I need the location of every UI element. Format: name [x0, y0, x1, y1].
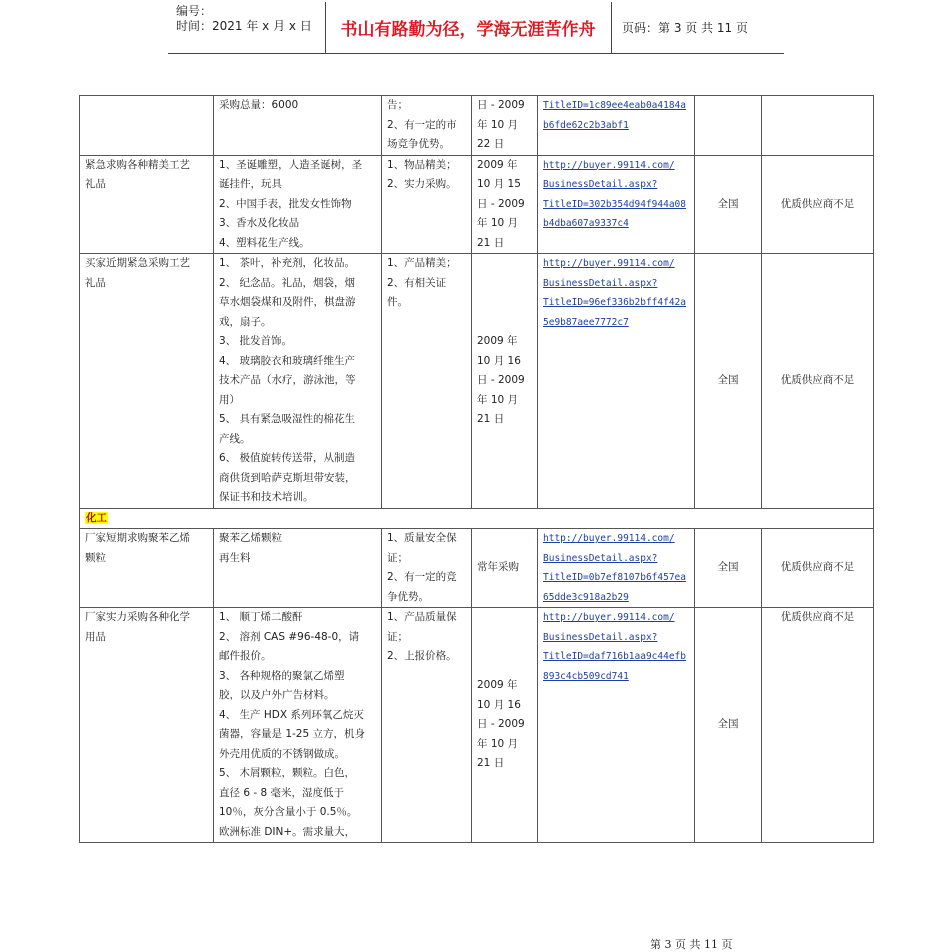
- url-link[interactable]: TitleID=302b354d94f944a08: [543, 198, 686, 210]
- item-text: 礼品: [85, 178, 106, 190]
- date-label: 时间：2021 年 x 月 x 日: [176, 19, 312, 33]
- url-link[interactable]: 65dde3c918a2b29: [543, 591, 629, 603]
- period-line: 2009 年: [477, 679, 518, 692]
- requirements-cell: [382, 96, 472, 156]
- period-line: 常年采购: [477, 561, 519, 574]
- url-cell: [538, 529, 695, 608]
- item-cell: [80, 96, 214, 156]
- period-line: 21 日: [477, 236, 505, 249]
- requirement-line: 1、质量安全保: [387, 532, 457, 544]
- url-cell: [538, 254, 695, 509]
- products-cell: [214, 254, 382, 509]
- url-link[interactable]: http://buyer.99114.com/: [543, 258, 675, 269]
- requirement-line: 证；: [387, 551, 408, 564]
- requirement-line: 告；: [387, 99, 408, 111]
- period-line: 21 日: [477, 413, 505, 425]
- product-line: 欧洲标准 DIN+。需求量大，: [219, 825, 356, 838]
- product-line: 技术产品（水疗，游泳池，等: [219, 374, 356, 386]
- url-link[interactable]: TitleID=1c89ee4eab0a4184a: [543, 100, 686, 111]
- period-line: 年 10 月: [477, 217, 519, 229]
- url-link[interactable]: TitleID=daf716b1aa9c44efb: [543, 651, 686, 662]
- period-cell: [472, 254, 538, 509]
- header-page-number: 页码：第 3 页 共 11 页: [622, 21, 748, 35]
- product-line: 2、 溶剂 CAS #96-48-0，请: [219, 630, 360, 643]
- period-line: 10 月 15: [477, 178, 521, 190]
- remark-cell: [762, 96, 874, 156]
- url-link[interactable]: b6fde62c2b3abf1: [543, 119, 629, 131]
- product-line: 3、 各种规格的聚氯乙烯塑: [219, 669, 345, 682]
- product-line: 商供货到哈萨克斯坦带安装，: [219, 471, 356, 484]
- products-cell: [214, 96, 382, 156]
- requirement-line: 争优势。: [387, 590, 429, 603]
- requirement-line: 件。: [387, 296, 408, 308]
- header-meta: [168, 2, 326, 53]
- product-line: 保证书和技术培训。: [219, 491, 314, 503]
- requirement-line: 证；: [387, 630, 408, 643]
- period-cell: [472, 529, 538, 608]
- url-link[interactable]: BusinessDetail.aspx?: [543, 179, 658, 190]
- product-line: 4、 生产 HDX 系列环氧乙烷灭: [219, 708, 364, 721]
- url-link[interactable]: 5e9b87aee7772c7: [543, 316, 629, 328]
- url-cell: [538, 155, 695, 254]
- product-line: 1、 茶叶，补充剂，化妆品。: [219, 257, 356, 269]
- period-line: 21 日: [477, 757, 505, 770]
- period-line: 22 日: [477, 138, 505, 150]
- product-line: 再生料: [219, 551, 251, 564]
- url-link[interactable]: b4dba607a9337c4: [543, 218, 629, 229]
- products-cell: [214, 155, 382, 254]
- product-line: 外壳用优质的不锈钢做成。: [219, 747, 345, 760]
- product-line: 诞挂件，玩具: [219, 178, 282, 190]
- product-line: 2、 纪念品。礼品，烟袋，烟: [219, 276, 356, 289]
- requirement-line: 1、物品精美；: [387, 158, 457, 171]
- product-line: 4、塑料花生产线。: [219, 236, 310, 249]
- product-line: 5、 具有紧急吸湿性的棉花生: [219, 413, 356, 425]
- period-line: 年 10 月: [477, 737, 519, 750]
- url-link[interactable]: TitleID=96ef336b2bff4f42a: [543, 297, 686, 308]
- requirement-line: 2、有一定的竞: [387, 571, 457, 583]
- remark-cell: 优质供应商不足: [762, 155, 874, 254]
- product-line: 产线。: [219, 432, 251, 445]
- url-link[interactable]: http://buyer.99114.com/: [543, 533, 675, 544]
- item-cell: [80, 529, 214, 608]
- requirement-line: 2、实力采购。: [387, 178, 457, 190]
- table-row: [80, 254, 874, 509]
- period-line: 10 月 16: [477, 698, 521, 711]
- product-line: 直径 6 - 8 毫米，湿度低于: [219, 786, 344, 799]
- product-line: 胶，以及户外广告材料。: [219, 689, 335, 701]
- number-label: 编号：: [176, 4, 213, 18]
- product-line: 用）: [219, 393, 240, 406]
- url-cell: [538, 608, 695, 843]
- region-cell: 全国: [695, 155, 762, 254]
- url-link[interactable]: BusinessDetail.aspx?: [543, 552, 658, 564]
- products-cell: [214, 529, 382, 608]
- period-line: 2009 年: [477, 335, 518, 347]
- product-line: 3、 批发首饰。: [219, 335, 293, 347]
- item-text: 礼品: [85, 276, 106, 289]
- item-text: 紧急求购各种精美工艺: [85, 158, 190, 171]
- period-line: 日 - 2009: [477, 99, 525, 111]
- item-text: 厂家短期求购聚苯乙烯: [85, 532, 190, 544]
- period-cell: [472, 155, 538, 254]
- product-line: 6、 极值旋转传送带，从制造: [219, 452, 356, 464]
- product-line: 4、 玻璃胶衣和玻璃纤维生产: [219, 354, 356, 367]
- period-line: 年 10 月: [477, 118, 519, 131]
- period-line: 年 10 月: [477, 393, 519, 406]
- url-link[interactable]: http://buyer.99114.com/: [543, 159, 675, 171]
- table-row: [80, 96, 874, 156]
- section-label: 化工: [86, 511, 107, 524]
- url-link[interactable]: TitleID=0b7ef8107b6f457ea: [543, 572, 686, 583]
- product-line: 邮件报价。: [219, 650, 272, 662]
- region-cell: 全国: [695, 529, 762, 608]
- remark-cell: 优质供应商不足: [762, 608, 874, 843]
- requirement-line: 2、有相关证: [387, 276, 447, 289]
- page-header: [168, 2, 784, 54]
- product-line: 5、 木屑颗粒，颗粒。白色，: [219, 767, 356, 779]
- item-cell: [80, 254, 214, 509]
- period-line: 日 - 2009: [477, 718, 525, 731]
- procurement-table: [79, 95, 874, 843]
- period-cell: [472, 96, 538, 156]
- requirements-cell: [382, 254, 472, 509]
- page-footer: 第 3 页 共 11 页: [650, 938, 733, 951]
- product-line: 3、香水及化妆品: [219, 217, 300, 229]
- product-line: 1、 顺丁烯二酸酐: [219, 611, 303, 623]
- remark-cell: 优质供应商不足: [762, 254, 874, 509]
- product-line: 10％，灰分含量小于 0.5％。: [219, 806, 358, 818]
- url-link[interactable]: BusinessDetail.aspx?: [543, 631, 658, 643]
- region-cell: 全国: [695, 254, 762, 509]
- products-cell: [214, 608, 382, 843]
- product-line: 2、中国手表，批发女性饰物: [219, 197, 352, 210]
- region-cell: [695, 96, 762, 156]
- remark-cell: 优质供应商不足: [762, 529, 874, 608]
- header-motto: 书山有路勤为径，学海无涯苦作舟: [325, 2, 612, 53]
- region-cell: 全国: [695, 608, 762, 843]
- requirement-line: 1、产品精美；: [387, 257, 457, 269]
- period-line: 10 月 16: [477, 354, 521, 367]
- product-line: 草水烟袋煤和及附件，棋盘游: [219, 296, 356, 308]
- requirements-cell: [382, 155, 472, 254]
- item-text: 厂家实力采购各种化学: [85, 611, 190, 623]
- product-line: 1、圣诞雕塑，人造圣诞树，圣: [219, 158, 363, 171]
- product-line: 戏，扇子。: [219, 315, 272, 328]
- period-line: 2009 年: [477, 158, 518, 171]
- requirement-line: 1、产品质量保: [387, 611, 457, 623]
- table-row: [80, 155, 874, 254]
- table-row: [80, 529, 874, 608]
- product-line: 菌器，容量是 1-25 立方，机身: [219, 728, 366, 740]
- requirement-line: 场竞争优势。: [387, 138, 450, 150]
- period-line: 日 - 2009: [477, 197, 525, 210]
- url-cell: [538, 96, 695, 156]
- table-row: [80, 508, 874, 529]
- url-link[interactable]: http://buyer.99114.com/: [543, 612, 675, 623]
- requirement-line: 2、上报价格。: [387, 650, 457, 662]
- requirements-cell: [382, 608, 472, 843]
- period-cell: [472, 608, 538, 843]
- item-cell: [80, 608, 214, 843]
- requirements-cell: [382, 529, 472, 608]
- product-line: 聚苯乙烯颗粒: [219, 532, 282, 544]
- requirement-line: 2、有一定的市: [387, 118, 457, 131]
- item-cell: [80, 155, 214, 254]
- period-line: 日 - 2009: [477, 374, 525, 386]
- item-text: 用品: [85, 630, 106, 643]
- item-text: 颗粒: [85, 551, 106, 564]
- item-text: 买家近期紧急采购工艺: [85, 257, 190, 269]
- section-cell: [80, 508, 874, 529]
- table-row: [80, 608, 874, 843]
- url-link[interactable]: 893c4cb509cd741: [543, 670, 629, 682]
- url-link[interactable]: BusinessDetail.aspx?: [543, 277, 658, 289]
- product-line: 采购总量：6000: [219, 99, 299, 111]
